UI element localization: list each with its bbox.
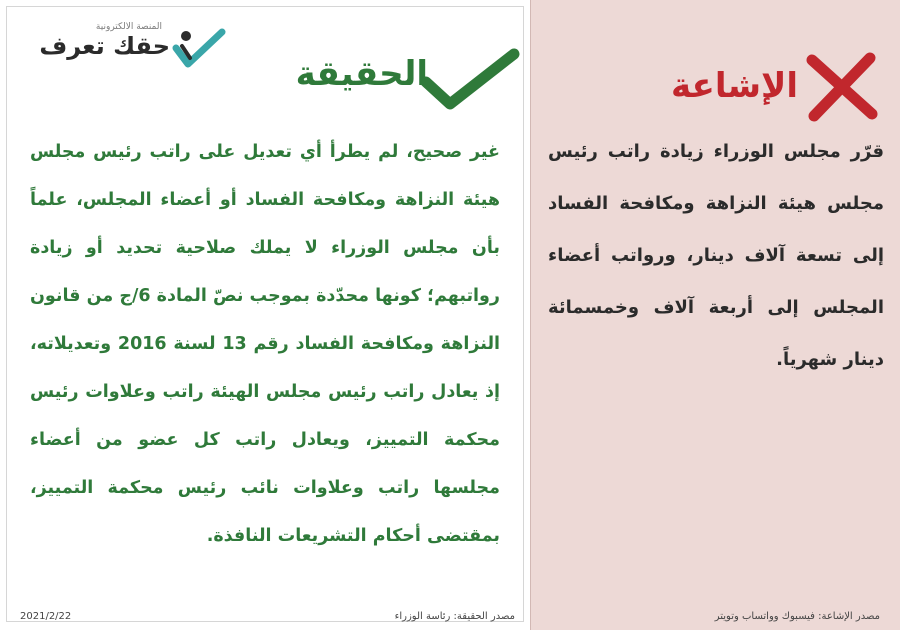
green-check-icon xyxy=(420,48,520,110)
rumor-header xyxy=(630,52,880,132)
truth-header xyxy=(280,48,520,118)
rumor-title: الإشاعة xyxy=(670,66,798,106)
truth-source: مصدر الحقيقة: رئاسة الوزراء xyxy=(394,611,515,622)
publish-date: 2021/2/22 xyxy=(20,611,72,622)
truth-title: الحقيقة xyxy=(295,54,428,94)
red-x-icon xyxy=(802,52,880,122)
logo-name: حقك تعرف xyxy=(39,32,170,60)
platform-logo xyxy=(20,22,220,77)
truth-body: غير صحيح، لم يطرأ أي تعديل على راتب رئيس مجلس هيئة النزاهة ومكافحة الفساد أو أعضاء المجلس، علماً بأن مجلس الوزراء لا يملك صلاحية تحديد أو زيادة رواتبهم؛ كونها محدّدة بموجب نصّ المادة 6/ج من قانون النزاهة ومكافحة الفساد رقم 13 لسنة 2016 وتعديلاته، إذ يعادل راتب رئيس مجلس الهيئة راتب وعلاوات رئيس محكمة التمييز، ويعادل راتب كل عضو من أعضاء مجلسها راتب وعلاوات نائب رئيس محكمة التمييز، بمقتضى أحكام التشريعات النافذة. xyxy=(30,142,501,546)
rumor-body: قرّر مجلس الوزراء زيادة راتب رئيس مجلس هيئة النزاهة ومكافحة الفساد إلى تسعة آلاف دينار، ورواتب أعضاء المجلس إلى أربعة آلاف وخمسمائة دينار شهرياً. xyxy=(548,141,884,370)
logo-subtitle: المنصة الالكترونية xyxy=(95,22,162,32)
rumor-source: مصدر الإشاعة: فيسبوك وواتساب وتويتر xyxy=(714,611,880,622)
checkmark-person-logo-icon xyxy=(168,26,228,72)
